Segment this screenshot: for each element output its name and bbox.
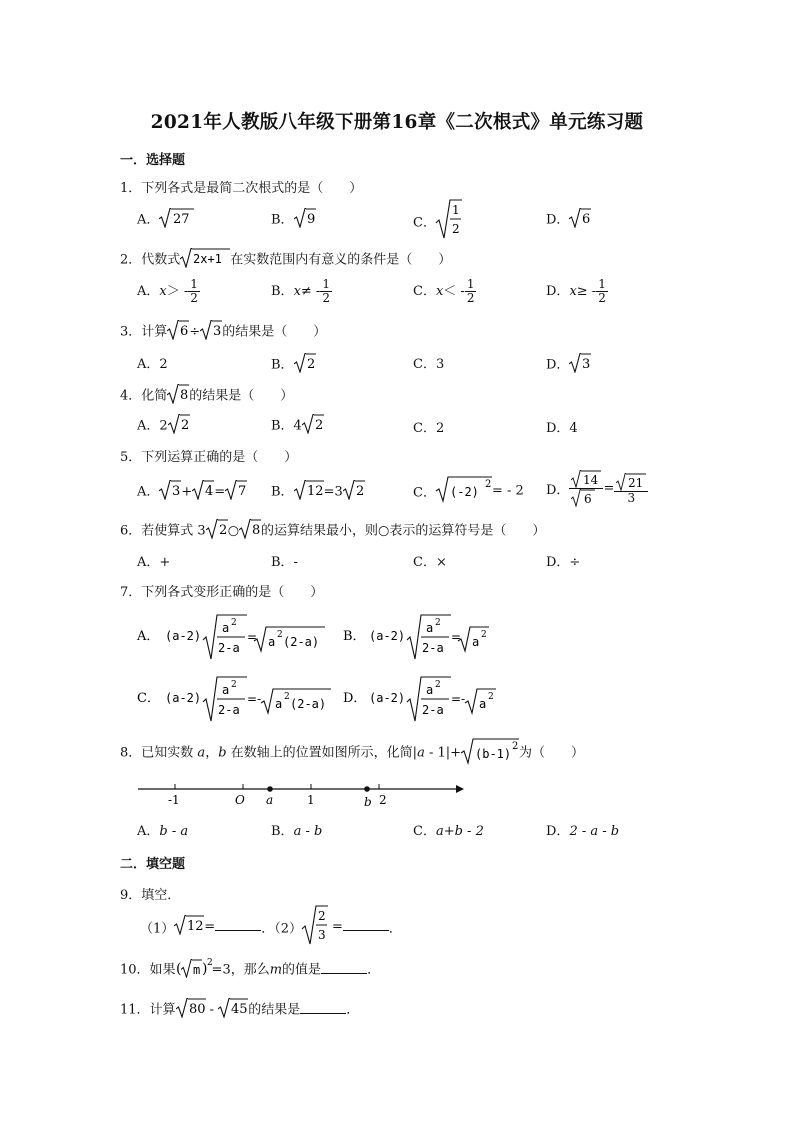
svg-text:4: 4 [205, 484, 214, 499]
svg-text:2: 2 [180, 418, 189, 433]
q8-option-c: C．a+b - 2 [413, 824, 484, 839]
svg-text:2: 2 [481, 630, 487, 640]
svg-text:D．: D． [343, 691, 367, 706]
q6-option-a: A．+ [137, 555, 171, 570]
svg-text:1: 1 [307, 793, 315, 807]
svg-text:(: ( [175, 961, 182, 977]
q1-option-a: A． 27 [137, 208, 289, 232]
svg-text:(a-2): (a-2) [369, 691, 406, 705]
svg-text:m: m [192, 963, 200, 977]
blank-10[interactable] [321, 961, 367, 974]
q3-stem: 3．计算 6 ÷ 3 的结果是（ ） [120, 320, 326, 344]
svg-text:2: 2 [277, 630, 283, 640]
svg-text:=: = [247, 630, 258, 644]
svg-text:a: a [479, 697, 487, 711]
q6-option-c: C．× [413, 555, 447, 570]
svg-text:2: 2 [314, 418, 324, 433]
svg-text:2-a: 2-a [218, 641, 240, 655]
point-b [364, 786, 370, 792]
q1-stem: 1．下列各式是最简二次根式的是（ ） [120, 181, 363, 196]
svg-text:12: 12 [306, 484, 324, 499]
blank-9-2[interactable] [343, 918, 389, 931]
svg-text:(b-1): (b-1) [475, 747, 512, 761]
svg-text:a: a [266, 793, 274, 807]
section-fill: 二．填空题 [120, 857, 186, 872]
section-choice: 一．选择题 [120, 153, 186, 168]
svg-text:a: a [222, 621, 230, 635]
svg-text:O: O [235, 793, 245, 807]
q4-option-b: B．4 2 [271, 414, 326, 438]
svg-text:2: 2 [435, 618, 441, 628]
q1-a-radicand: 27 [173, 212, 190, 227]
svg-text:a: a [275, 697, 283, 711]
svg-text:=-: =- [247, 692, 262, 706]
svg-text:2: 2 [284, 692, 290, 702]
point-a [267, 786, 273, 792]
svg-text:2: 2 [306, 357, 315, 372]
svg-text:45: 45 [231, 1002, 248, 1017]
q7-option-a [137, 613, 337, 665]
q7-stem: 7．下列各式变形正确的是（ ） [120, 585, 324, 600]
svg-text:(a-2): (a-2) [165, 629, 202, 643]
q2-option-a: A．x＞ - $\frac{1}{2}$ [137, 277, 198, 305]
q10-stem: 10．如果 ( m ) 2 =3，那么m的值是 ． [120, 958, 381, 978]
q4-stem: 4．化简 8 的结果是（ ） [120, 384, 293, 408]
svg-text:=-: =- [451, 692, 466, 706]
blank-11[interactable] [300, 1001, 346, 1014]
svg-text:2: 2 [379, 793, 387, 807]
svg-text:2: 2 [355, 484, 365, 499]
q1-option-b: B． 9 [271, 208, 334, 232]
svg-text:3: 3 [172, 484, 181, 499]
svg-text:3: 3 [582, 357, 591, 372]
q1-d-radicand: 6 [582, 212, 591, 227]
q6-option-b: B．- [271, 555, 298, 570]
svg-text:7: 7 [238, 484, 247, 499]
svg-text:2: 2 [488, 692, 494, 702]
svg-text:(2-a): (2-a) [283, 635, 320, 649]
q2-radicand: 2x+1 [193, 252, 223, 266]
q9-stem: 9．填空． [120, 888, 181, 903]
q7-option-b [343, 613, 503, 665]
q5-option-c: C． (-2) 2 = - 2 [413, 479, 524, 501]
q6-option-d: D．÷ [546, 555, 581, 570]
q8-option-b: B．a - b [271, 824, 323, 839]
q2-option-c: C．x＜ - $\frac{1}{2}$ [413, 277, 475, 305]
svg-text:14: 14 [583, 473, 599, 487]
q8-option-a: A．b - a [137, 824, 189, 839]
svg-text:(-2): (-2) [449, 485, 479, 499]
q3-option-b: B． 2 [271, 353, 318, 377]
q2-stem: 2．代数式 2x+1 在实数范围内有意义的条件是（ ） [120, 248, 451, 272]
arrow-icon [456, 785, 464, 793]
q1-c-num: 1 [451, 203, 460, 217]
svg-text:C．: C． [137, 691, 160, 706]
svg-text:3: 3 [213, 324, 222, 339]
sqrt-sign [159, 208, 289, 232]
svg-text:2: 2 [231, 680, 237, 690]
svg-text:2: 2 [512, 741, 519, 752]
q6-stem: 6．若使算式 3 2 ○ 8 的运算结果最小，则○表示的运算符号是（ ） [120, 519, 545, 543]
svg-text:2-a: 2-a [218, 703, 240, 717]
svg-text:): ) [201, 961, 208, 977]
q9-parts: （1） 12 = ．（2） 2 3 = ． [140, 905, 402, 949]
q2-option-b: B．x≠ - $\frac{1}{2}$ [271, 277, 330, 305]
svg-text:2: 2 [206, 958, 213, 968]
q3-option-c: C．3 [413, 357, 445, 372]
svg-text:(2-a): (2-a) [290, 697, 327, 711]
svg-text:(a-2): (a-2) [369, 629, 406, 643]
svg-text:2-a: 2-a [422, 641, 444, 655]
q4-option-a: A．2 2 [137, 414, 192, 438]
svg-text:2-a: 2-a [422, 703, 444, 717]
svg-text:2: 2 [435, 680, 441, 690]
svg-text:(a-2): (a-2) [165, 691, 202, 705]
page-title: 2021年人教版八年级下册第16章《二次根式》单元练习题 [150, 112, 644, 133]
q5-stem: 5．下列运算正确的是（ ） [120, 450, 298, 465]
q11-stem: 11．计算 80 - 45 的结果是 ． [120, 998, 359, 1022]
svg-text:8: 8 [180, 388, 189, 403]
q8-option-d: D．2 - a - b [546, 824, 620, 839]
svg-text:6: 6 [180, 324, 189, 339]
q7-option-c [137, 675, 337, 727]
q4-option-c: C．2 [413, 421, 445, 436]
svg-text:2: 2 [218, 523, 227, 538]
q3-option-a: A．2 [137, 357, 168, 372]
q1-option-d: D． 6 [546, 208, 609, 232]
q8-stem: 8．已知实数 a，b 在数轴上的位置如图所示，化简|a - 1|+ (b-1) 2 为（ ） [120, 741, 585, 761]
svg-text:8: 8 [252, 523, 261, 538]
svg-text:a: a [472, 635, 480, 649]
q1-b-radicand: 9 [306, 212, 315, 227]
svg-text:a: a [268, 635, 276, 649]
svg-text:6: 6 [584, 492, 593, 506]
number-line-figure [138, 776, 468, 810]
svg-text:21: 21 [628, 475, 644, 490]
q5-option-b: B． 12 =3 2 [271, 480, 365, 504]
q7-option-d [343, 675, 503, 727]
svg-text:a: a [426, 683, 434, 697]
svg-text:B．: B． [343, 629, 366, 644]
svg-text:-1: -1 [168, 793, 180, 807]
q3-option-d: D． 3 [546, 353, 593, 377]
svg-text:a: a [222, 683, 230, 697]
q4-option-d: D．4 [546, 421, 578, 436]
q1-option-c: C． 1 2 [413, 199, 466, 243]
svg-text:2: 2 [484, 479, 492, 490]
svg-text:3: 3 [317, 928, 326, 942]
q5-option-a: A． 3 + 4 = 7 [137, 480, 247, 504]
svg-text:80: 80 [188, 1002, 206, 1017]
blank-9-1[interactable] [215, 918, 261, 931]
svg-text:=: = [451, 630, 462, 644]
svg-text:b: b [364, 795, 372, 809]
svg-text:2: 2 [231, 618, 237, 628]
q2-option-d: D．x≥ - $\frac{1}{2}$ [546, 277, 606, 305]
svg-text:2: 2 [317, 909, 326, 923]
q1-c-den: 2 [451, 222, 460, 236]
svg-text:12: 12 [187, 919, 204, 934]
svg-text:a: a [426, 621, 434, 635]
q5-option-d: D． $\frac{14}{6}$ = $\frac{21}{3}$ [546, 470, 648, 507]
svg-text:A．: A． [137, 629, 160, 644]
